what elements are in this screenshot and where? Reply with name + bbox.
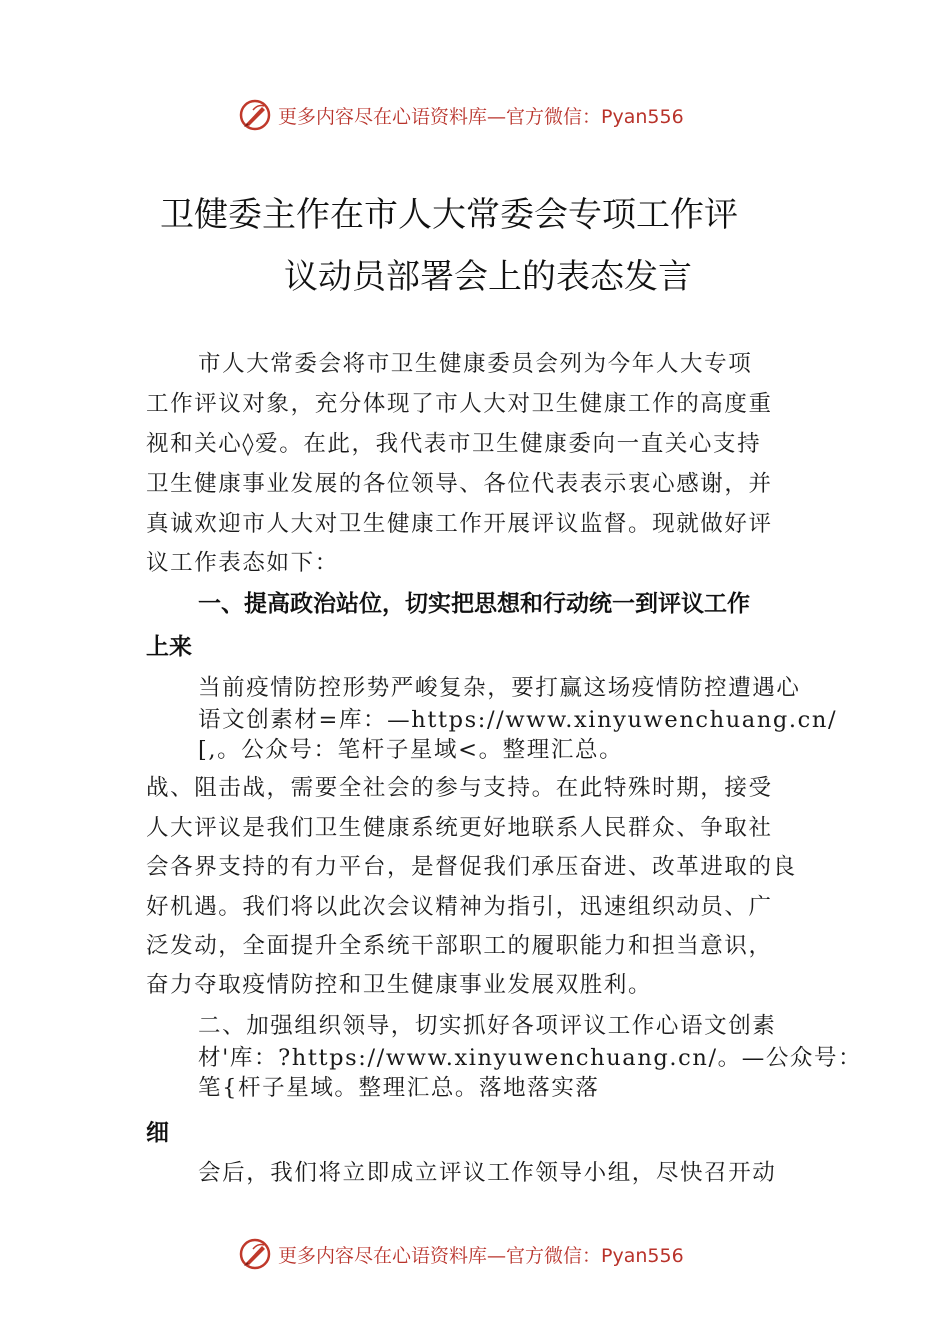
body-line: 市人大常委会将市卫生健康委员会列为今年人大专项 — [198, 351, 753, 377]
body-line: 好机遇。我们将以此次会议精神为指引，迅速组织动员、广 — [146, 894, 773, 920]
body-line: 战、阻击战，需要全社会的参与支持。在此特殊时期，接受 — [146, 775, 773, 801]
body-line: 真诚欢迎市人大对卫生健康工作开展评议监督。现就做好评 — [146, 511, 773, 537]
body-line: 二、加强组织领导，切实抓好各项评议工作心语文创素 — [198, 1013, 777, 1039]
body-line: 语文创素材=库：—https://www.xinyuwenchuang.cn/ — [198, 707, 838, 733]
page-title-line-1: 卫健委主作在市人大常委会专项工作评 — [160, 195, 738, 235]
banner-text: 更多内容尽在心语资料库—官方微信：Pyan556 — [278, 105, 684, 128]
body-line: 视和关心◊爱。在此，我代表市卫生健康委向一直关心支持 — [146, 431, 762, 457]
page-title-line-2: 议动员部署会上的表态发言 — [284, 257, 692, 297]
body-line: 泛发动，全面提升全系统干部职工的履职能力和担当意识， — [146, 933, 773, 959]
body-line: 卫生健康事业发展的各位领导、各位代表表示衷心感谢，并 — [146, 471, 773, 497]
body-line: 笔{杆子星域。整理汇总。落地落实落 — [198, 1075, 600, 1101]
brush-logo-icon — [238, 98, 272, 132]
body-line: 人大评议是我们卫生健康系统更好地联系人民群众、争取社 — [146, 815, 773, 841]
banner-text: 更多内容尽在心语资料库—官方微信：Pyan556 — [278, 1244, 684, 1267]
body-line: 工作评议对象，充分体现了市人大对卫生健康工作的高度重 — [146, 391, 773, 417]
body-line: 奋力夺取疫情防控和卫生健康事业发展双胜利。 — [146, 972, 653, 998]
watermark-banner-bottom — [238, 1234, 684, 1274]
body-line: [,。公众号：笔杆子星域<。整理汇总。 — [198, 737, 624, 763]
body-line: 议工作表态如下： — [146, 550, 339, 576]
section-heading-1-cont: 上来 — [146, 634, 192, 660]
body-line: 会后，我们将立即成立评议工作领导小组，尽快召开动 — [198, 1160, 777, 1186]
body-line: 当前疫情防控形势严峻复杂，要打赢这场疫情防控遭遇心 — [198, 675, 801, 701]
section-heading-1: 一、提高政治站位，切实把思想和行动统一到评议工作 — [198, 591, 750, 617]
section-heading-2-cont: 细 — [146, 1120, 169, 1146]
body-line: 材'库：?https://www.xinyuwenchuang.cn/。—公众号： — [198, 1045, 863, 1071]
brush-logo-icon — [238, 1237, 272, 1271]
body-line: 会各界支持的有力平台，是督促我们承压奋进、改革进取的良 — [146, 854, 797, 880]
watermark-banner-top — [238, 95, 684, 135]
